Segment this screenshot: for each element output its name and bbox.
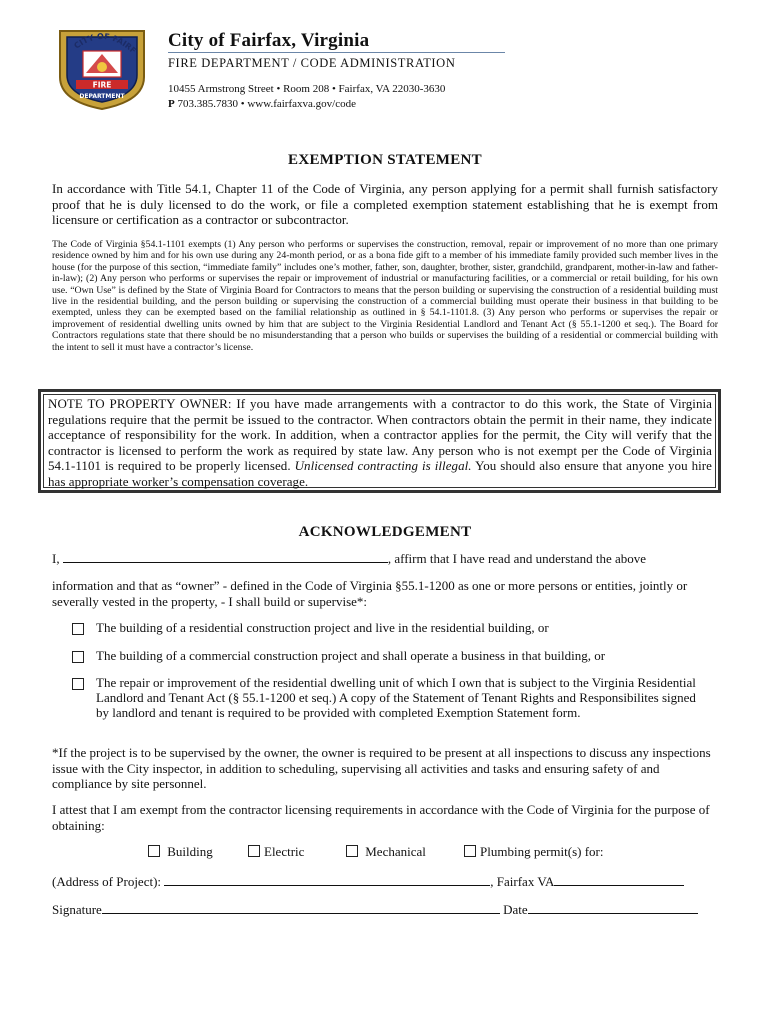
signature-line — [52, 901, 698, 918]
intro-paragraph: In accordance with Title 54.1, Chapter 11 of the Code of Virginia, any person applying for a permit shall furnish satisfactory proof that he is duly licensed to do the work, or file a completed exemption statement establishing that he is exempt from licensure or certification as a contractor or subcontractor. — [52, 181, 718, 228]
note-main-text: NOTE TO PROPERTY OWNER: If you have made arrangements with a contractor to do this work, the State of Virginia regulations require that the permit be issued to the contractor. When contractors obtain the permit in their name, they indicate acceptance of responsibility for the work. In addition, when a contractor applies for the permit, the City will verify that the contractor is licensed to perform the work as required by state law. Any person who is not exempt per the Code of Virginia 54.1-1101 is required to be properly licensed. — [48, 396, 712, 473]
permit-plumbing-label: Plumbing permit(s) for: — [480, 844, 604, 859]
plumbing-checkbox[interactable] — [464, 845, 476, 857]
residential-checkbox[interactable] — [72, 623, 84, 635]
permit-electric — [248, 844, 304, 860]
option-commercial-label: The building of a commercial construction project and shall operate a business in that building, or — [96, 648, 606, 663]
phone-label: P — [168, 98, 175, 110]
commercial-checkbox[interactable] — [72, 651, 84, 663]
affirm-prefix: I, — [52, 551, 63, 566]
signature-label: Signature — [52, 902, 102, 917]
project-address-line — [52, 873, 684, 890]
document-title: EXEMPTION STATEMENT — [288, 152, 482, 168]
permit-mechanical — [346, 844, 426, 860]
property-owner-note-text — [48, 396, 712, 489]
option-repair-dwelling-label: The repair or improvement of the residential dwelling unit of which I own that is subject to the Virginia Residential Landlord and Tenant Act (§ 55.1-1200 et seq.) A copy of the Statement of Tenant Rights and Responsibilites signed by landlord and tenant is required to be provided with completed Exemption Statement form. — [96, 675, 696, 720]
electric-checkbox[interactable] — [248, 845, 260, 857]
permit-plumbing — [464, 844, 604, 860]
address-label: (Address of Project): — [52, 874, 165, 889]
building-checkbox[interactable] — [148, 845, 160, 857]
city-title: City of Fairfax, Virginia — [168, 30, 370, 51]
acknowledgement-title: ACKNOWLEDGEMENT — [298, 524, 472, 540]
attest-paragraph: I attest that I am exempt from the contractor licensing requirements in accordance with the Code of Virginia for the purpose of obtaining: — [52, 802, 710, 833]
permit-building-label: Building — [167, 844, 213, 859]
owner-supervision-note: *If the project is to be supervised by the owner, the owner is required to be present at all inspections to discuss any inspections issue with the City inspector, in addition to scheduling, supervising all activities and tasks and ensuring safety of and compliance by site personnel. — [52, 745, 711, 791]
note-insurance-text: You should also ensure that anyone you hire has appropriate worker’s compensation coverage. — [48, 458, 712, 489]
project-zip-field[interactable] — [554, 873, 684, 886]
option-repair-dwelling — [72, 675, 712, 720]
note-italic-warning: Unlicensed contracting is illegal. — [294, 458, 472, 473]
affirm-suffix: , affirm that I have read and understand the above — [387, 551, 647, 566]
seal-fire-text: FIRE — [92, 80, 112, 90]
project-address-field[interactable] — [164, 873, 490, 886]
date-field[interactable] — [528, 901, 698, 914]
city-fire-seal-logo — [50, 23, 154, 111]
option-commercial — [72, 648, 712, 663]
signature-field[interactable] — [102, 901, 500, 914]
option-residential-label: The building of a residential construction project and live in the residential building, or — [96, 620, 549, 635]
owner-name-field[interactable] — [63, 550, 388, 563]
property-owner-note-box — [38, 389, 721, 493]
mechanical-checkbox[interactable] — [346, 845, 358, 857]
option-residential — [72, 620, 712, 635]
permit-mechanical-label: Mechanical — [365, 844, 426, 859]
office-address: 10455 Armstrong Street • Room 208 • Fairfax, VA 22030-3630 — [168, 83, 446, 95]
department-name: FIRE DEPARTMENT / CODE ADMINISTRATION — [168, 56, 456, 70]
code-exemptions-paragraph: The Code of Virginia §54.1-1101 exempts (1) Any person who performs or supervises the construction, removal, repair or improvement of no more than one primary residence owned by him and for his own use during any 24-month period, or as a bona fide gift to a member of his immediate family provided such member lives in the house (for the purpose of this section, “immediate family” includes one’s mother, father, son, daughter, brother, sister, grandchild, grandparent, mother-in-law and father-in-law); (2) Any person who performs or supervises the repair or improvement of industrial or manufacturing facilities, or a commercial or retail building, for his own use. “Own Use” is defined by the State of Virginia Board for Contractors to means that the person building or supervising the construction of a residential building must live in the residential building, and the person building or supervising the construction of a commercial building must operate their business in that building to be exempted, unless they can be exempted based on the familial relationship as outlined in § 54.1-1101.8. (3) Any person who performs or supervises the repair or improvement of residential dwelling units owned by him that are subject to the Virginia Residential Landlord and Tenant Act (§ 55.1-1200 et seq.). The Board for Contractors regulations state that there should be no misunderstanding that a person who builds or supervises the building of a residential or commercial building with the intent to sell it must have a contractor’s license. — [52, 239, 718, 353]
permit-building — [148, 844, 213, 860]
owner-definition-paragraph: information and that as “owner” - defined in the Code of Virginia §55.1-1200 as one or more persons or entities, jointly or severally vested in the property, - I shall build or supervise*: — [52, 578, 688, 609]
address-suffix: , Fairfax VA — [490, 874, 555, 889]
contact-line — [168, 98, 356, 110]
phone-website: 703.385.7830 • www.fairfaxva.gov/code — [174, 98, 356, 110]
repair-dwelling-checkbox[interactable] — [72, 678, 84, 690]
date-label: Date — [499, 902, 528, 917]
affirm-line — [52, 550, 646, 567]
permit-electric-label: Electric — [264, 844, 305, 859]
seal-department-text: DEPARTMENT — [79, 93, 125, 100]
seal-arc-text: CITY OF FAIRF — [72, 31, 138, 55]
header-divider — [168, 52, 505, 53]
